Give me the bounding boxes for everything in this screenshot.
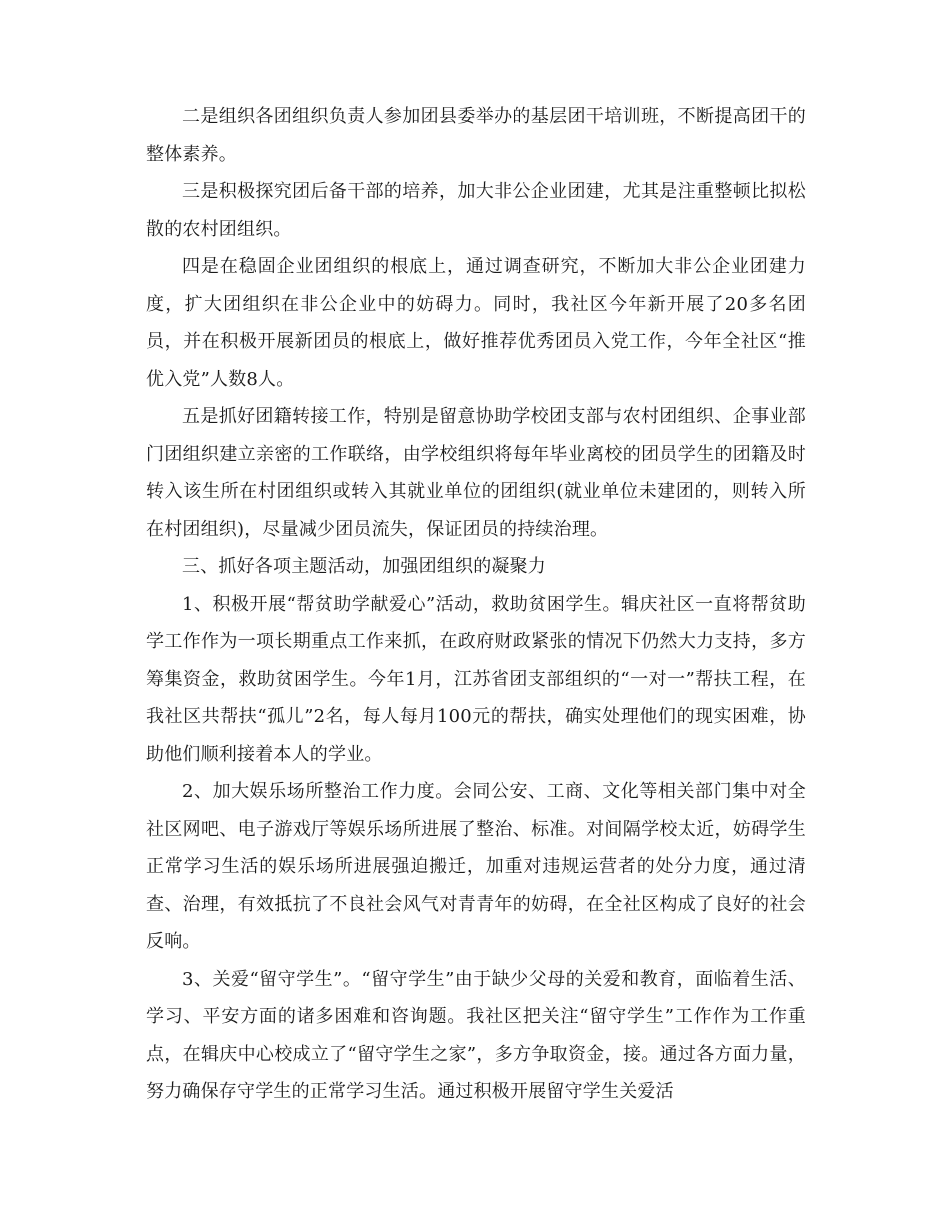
paragraph-membership-transfer: 五是抓好团籍转接工作，特别是留意协助学校团支部与农村团组织、企事业部门团组织建立亲密的工作联络，由学校组织将每年毕业离校的团员学生的团籍及时转入该生所在村团组织或转入其就业单位的团组织(就业单位未建团的，则转入所在村团组织)，尽量减少团员流失，保证团员的持续治理。 bbox=[146, 406, 806, 540]
section-heading-activities: 三、抓好各项主题活动，加强团组织的凝聚力 bbox=[182, 556, 546, 577]
paragraph-training: 二是组织各团组织负责人参加团县委举办的基层团干培训班，不断提高团干的整体素养。 bbox=[146, 106, 806, 165]
paragraph-reserve-cadres: 三是积极探究团后备干部的培养，加大非公企业团建，尤其是注重整顿比拟松散的农村团组织。 bbox=[146, 181, 806, 240]
paragraph-left-behind-students: 3、关爱“留守学生”。“留守学生”由于缺少父母的关爱和教育，面临着生活、学习、平安方面的诸多困难和咨询题。我社区把关注“留守学生”工作作为工作重点，在辑庆中心校成立了“留守学生之家”，多方争取资金，接。通过各方面力量，努力确保存守学生的正常学习生活。通过积极开展留守学生关爱活 bbox=[146, 968, 806, 1102]
paragraph-poverty-aid: 1、积极开展“帮贫助学献爱心”活动，救助贫困学生。辑庆社区一直将帮贫助学工作作为一项长期重点工作来抓，在政府财政紧张的情况下仍然大力支持，多方筹集资金，救助贫困学生。今年1月，江苏省团支部组织的“一对一”帮扶工程，在我社区共帮扶“孤儿”2名，每人每月100元的帮扶，确实处理他们的现实困难，协助他们顺利接着本人的学业。 bbox=[146, 593, 806, 765]
document-body bbox=[146, 98, 806, 1111]
paragraph-entertainment-venues: 2、加大娱乐场所整治工作力度。会同公安、工商、文化等相关部门集中对全社区网吧、电子游戏厅等娱乐场所进展了整治、标准。对间隔学校太近，妨碍学生正常学习生活的娱乐场所进展强迫搬迁，加重对违规运营者的处分力度，通过清查、治理，有效抵抗了不良社会风气对青青年的妨碍，在全社区构成了良好的社会反响。 bbox=[146, 781, 806, 952]
paragraph-enterprise-league: 四是在稳固企业团组织的根底上，通过调查研究，不断加大非公企业团建力度，扩大团组织在非公企业中的妨碍力。同时，我社区今年新开展了20多名团员，并在积极开展新团员的根底上，做好推荐优秀团员入党工作，今年全社区“推优入党”人数8人。 bbox=[146, 256, 806, 390]
